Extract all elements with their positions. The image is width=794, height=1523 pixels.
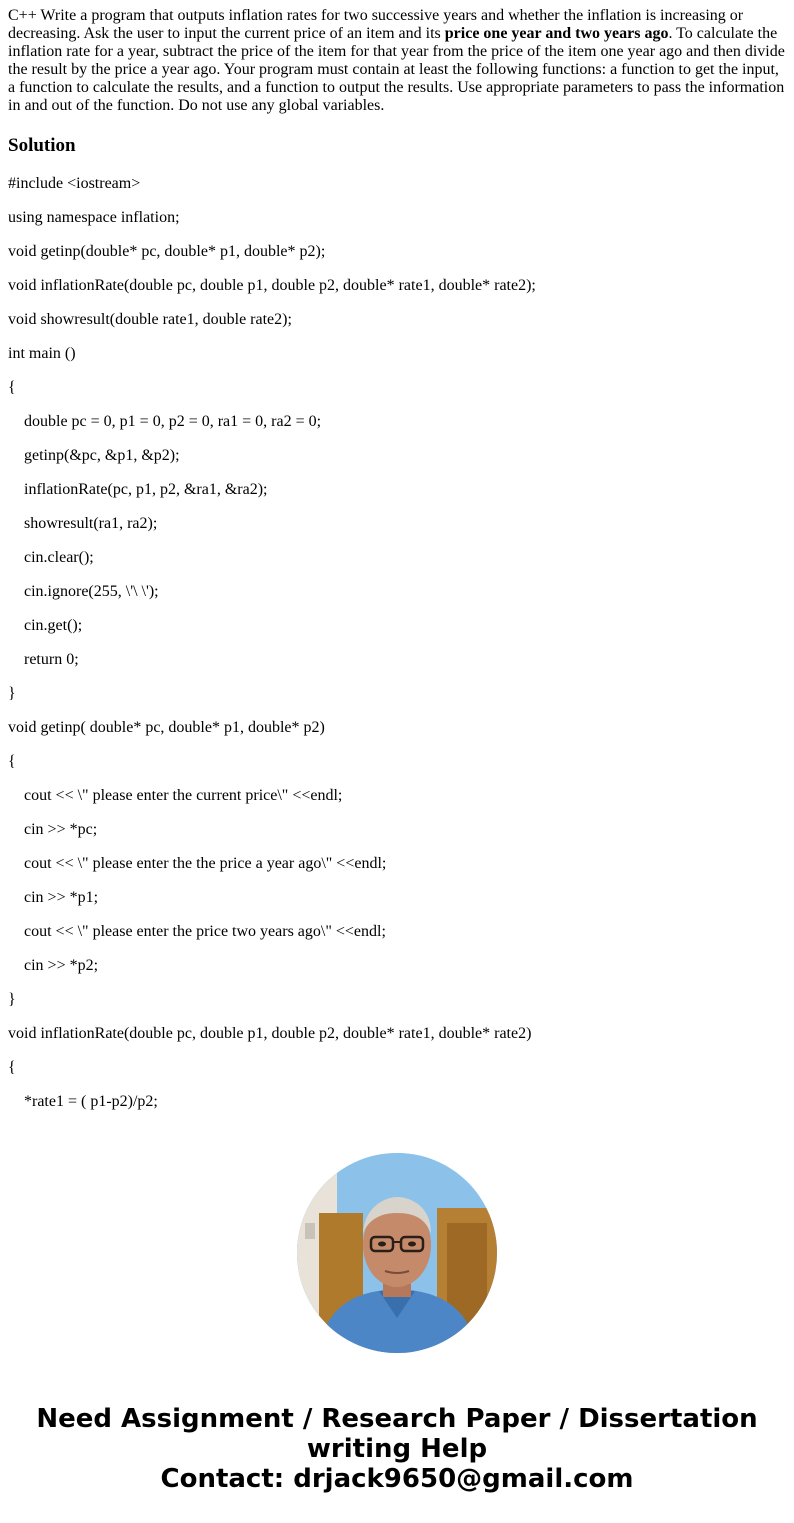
code-line: cin.clear(); (8, 549, 94, 566)
code-line: cin.get(); (8, 617, 83, 634)
code-line: cin >> *pc; (8, 821, 98, 838)
code-line: { (8, 1059, 16, 1076)
code-line: void getinp( double* pc, double* p1, double* p2) (8, 719, 325, 736)
footer-line-2: writing Help (306, 1434, 488, 1464)
footer-line-1: Need Assignment / Research Paper / Dissertation (36, 1404, 758, 1434)
code-line: using namespace inflation; (8, 209, 180, 226)
code-line: return 0; (8, 651, 79, 668)
code-line: cout << \" please enter the price two years ago\" <<endl; (8, 923, 386, 940)
code-line: cout << \" please enter the the price a year ago\" <<endl; (8, 855, 387, 872)
code-line: getinp(&pc, &p1, &p2); (8, 447, 180, 464)
code-line: inflationRate(pc, p1, p2, &ra1, &ra2); (8, 481, 268, 498)
code-line: cin.ignore(255, \'\ \'); (8, 583, 159, 600)
code-line: void showresult(double rate1, double rate2); (8, 311, 292, 328)
code-line: } (8, 991, 16, 1008)
code-line: int main () (8, 345, 76, 362)
code-line: cin >> *p1; (8, 889, 99, 906)
code-line: cout << \" please enter the current price\" <<endl; (8, 787, 343, 804)
question-bold-phrase: price one year and two years ago (444, 25, 669, 42)
code-line: void inflationRate(double pc, double p1, double p2, double* rate1, double* rate2) (8, 1025, 532, 1042)
question-part-2: . To calculate the inflation rate for a year, subtract the price of the item for that year from the price of the item one year ago and then divide the result by the price a year ago. Your program must contain at least the following functions: a function to get the input, a function to calculate the results, and a function to output the results. Use appropriate parameters to pass the information in and out of the function. Do not use any global variables. (8, 25, 785, 114)
footer-contact (0, 1404, 794, 1494)
code-line: { (8, 753, 16, 770)
code-line: { (8, 379, 16, 396)
author-portrait-image (297, 1153, 497, 1353)
code-line: void getinp(double* pc, double* p1, double* p2); (8, 243, 326, 260)
question-text (8, 7, 786, 115)
footer-line-3: Contact: drjack9650@gmail.com (160, 1464, 634, 1494)
author-photo (297, 1153, 497, 1353)
code-line: cin >> *p2; (8, 957, 99, 974)
code-line: showresult(ra1, ra2); (8, 515, 158, 532)
question-part-1: C++ Write a program that outputs inflation rates for two successive years and whether the inflation is increasing or decreasing. Ask the user to input the current price of an item and its (8, 7, 744, 42)
code-line: #include <iostream> (8, 175, 141, 192)
solution-heading: Solution (8, 135, 76, 156)
code-line: *rate1 = ( p1-p2)/p2; (8, 1093, 158, 1110)
code-line: double pc = 0, p1 = 0, p2 = 0, ra1 = 0, ra2 = 0; (8, 413, 322, 430)
code-line: void inflationRate(double pc, double p1, double p2, double* rate1, double* rate2); (8, 277, 536, 294)
code-line: } (8, 685, 16, 702)
